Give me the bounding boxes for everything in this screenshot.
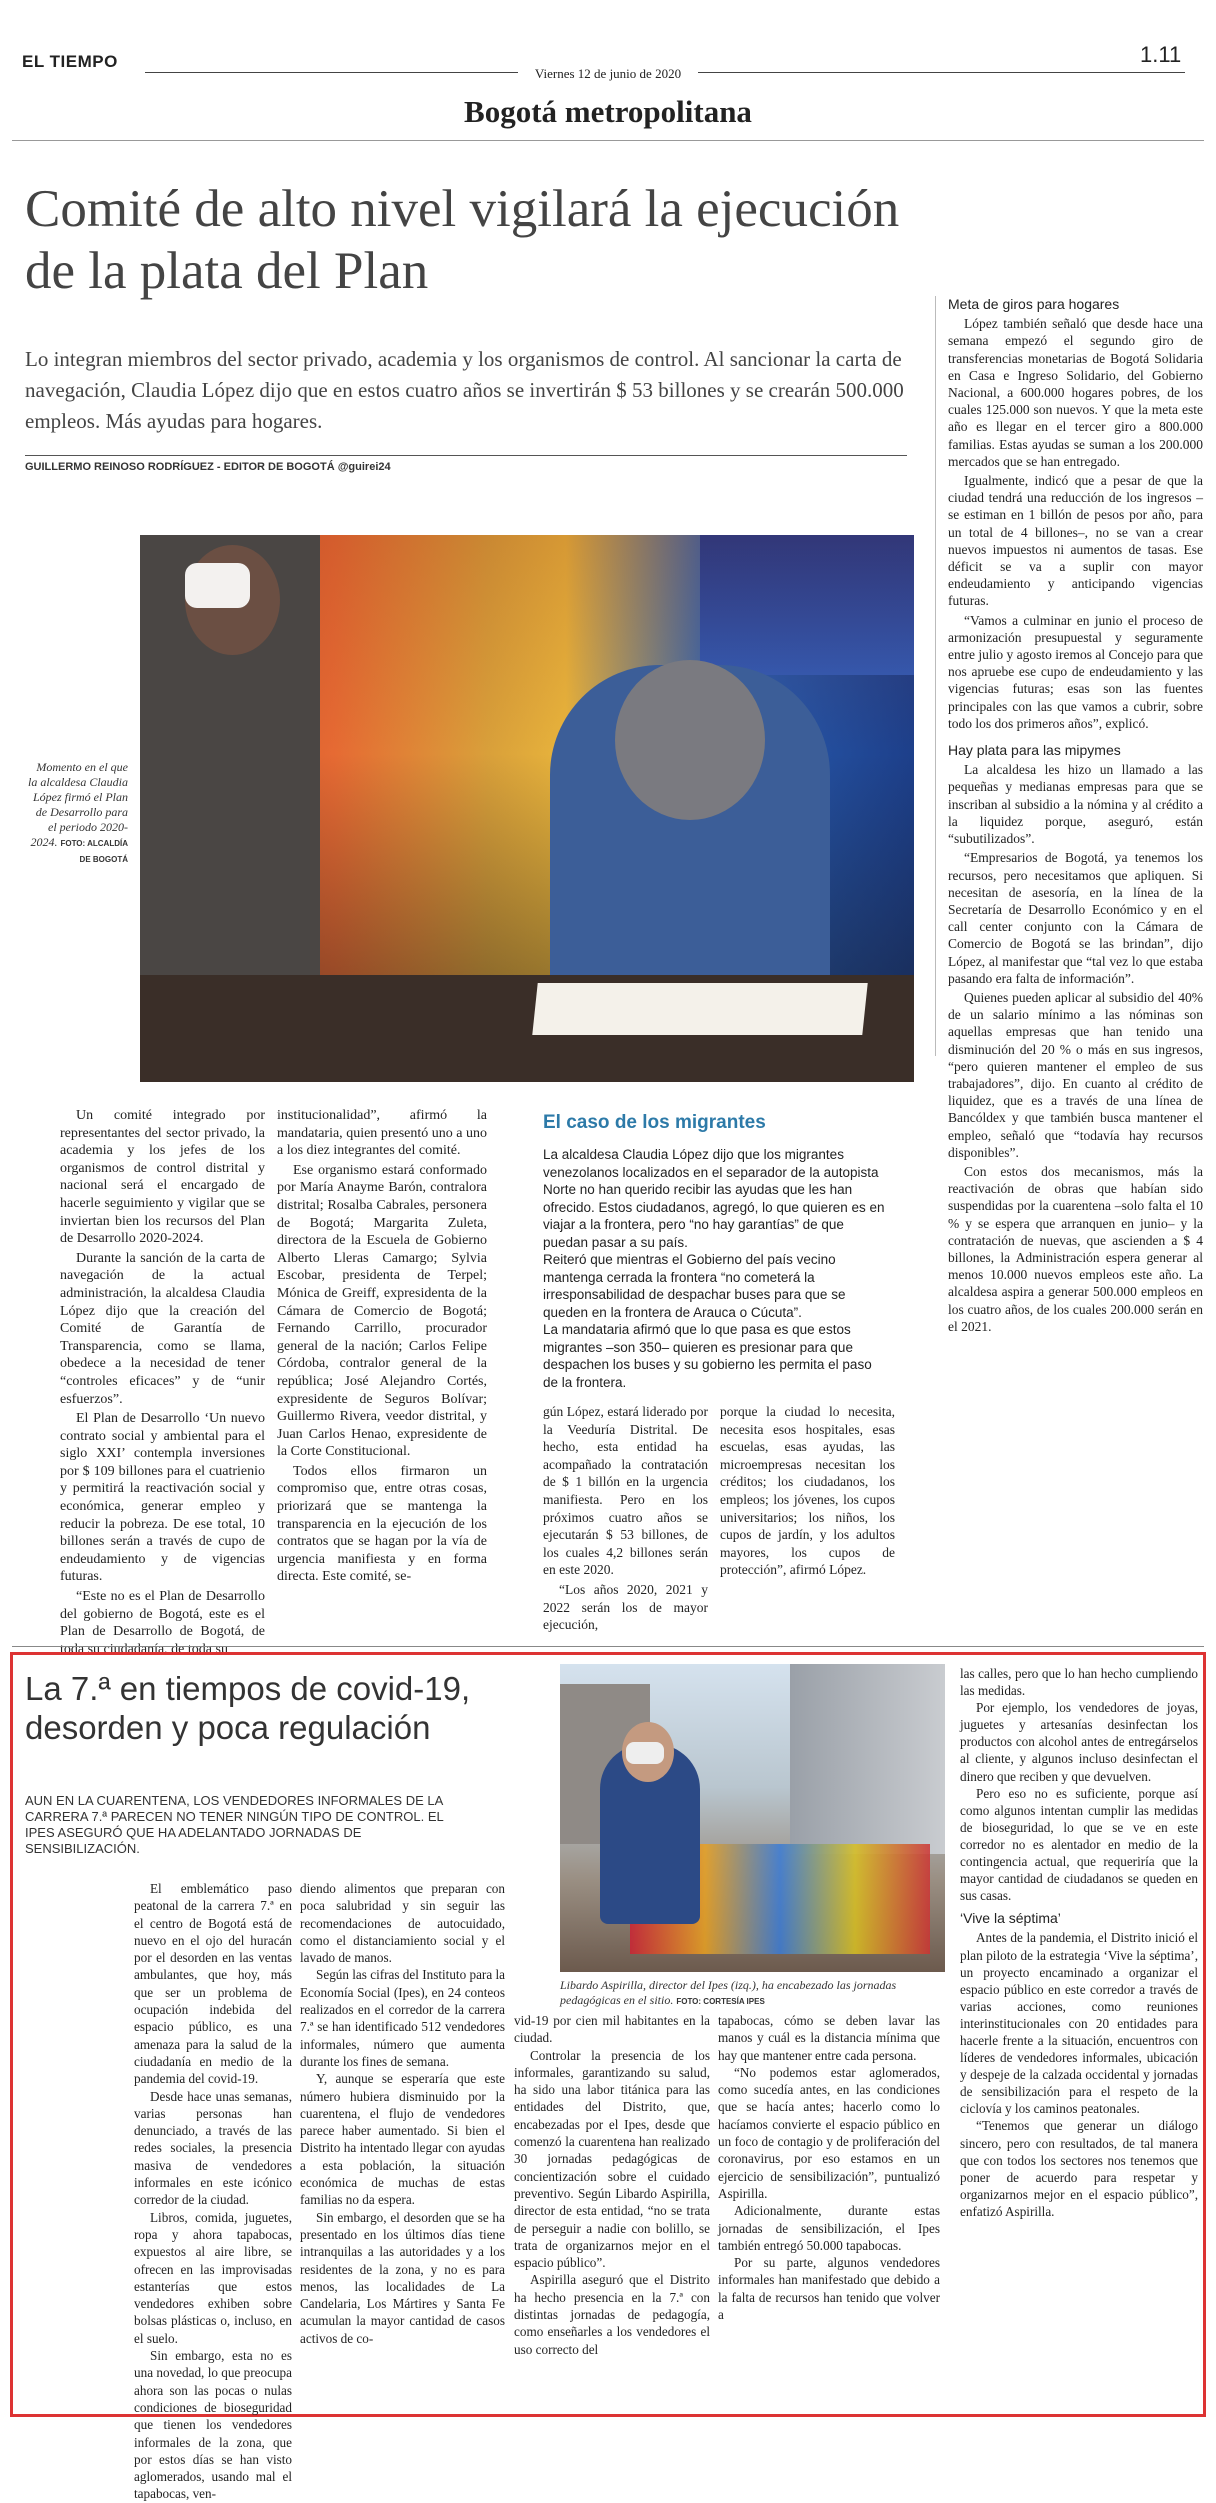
bottom-column-3 (514, 2012, 710, 2358)
subhead: Hay plata para las mipymes (948, 742, 1121, 759)
paragraph: Durante la sanción de la carta de navegación de la actual administración, la alcaldesa Claudia López dijo que la creación del Comité de Garantía de Transparencia, como se llama, obedece a la necesidad de tener “controles eficaces” y de “unir esfuerzos”. (60, 1250, 265, 1407)
paragraph: Ese organismo estará conformado por María Anayme Barón, contralora distrital; Rosalba Cabrales, personera de Bogotá; Margarita Zuleta, directora de la Escuela de Gobierno Alberto Lleras Camargo; Sylvia Escobar, presidenta de Terpel; Mónica de Greiff, expresidenta de la Cámara de Comercio de Bogotá; Fernando Carrillo, procurador general de la nación; Carlos Felipe Córdoba, contralor general de la república; José Alejandro Cortés, expresidente de Seguros Bolívar; Guillermo Rivera, veedor distrital, y Juan Carlos Henao, expresidente de la Corte Constitucional. (277, 1162, 487, 1460)
byline: GUILLERMO REINOSO RODRÍGUEZ - EDITOR DE BOGOTÁ @guirei24 (25, 461, 391, 473)
subhead: Meta de giros para hogares (948, 296, 1120, 312)
article-right-column (948, 296, 1203, 1337)
newspaper-logo: EL TIEMPO (22, 52, 118, 71)
paragraph: La alcaldesa les hizo un llamado a las pequeñas y medianas empresas para que se inscriban al subsidio a la nómina y al crédito a la liquidez porque, aseguró, están “subutilizados”. (948, 762, 1203, 847)
article-column-2 (277, 1107, 487, 1588)
signing-photo (140, 535, 914, 1082)
paragraph: Antes de la pandemia, el Distrito inició el plan piloto de la estrategia ‘Vive la séptima’, un proyecto encaminado a organizar el espacio público en este corredor a través de varias acciones, como reuniones interinstitucionales con 20 entidades para hacerle frente a la situación, encuentros con líderes de vendedores informales, ubicación y despeje de la calzada occidental y jornadas de sensibilización para el respeto de la ciclovía y los caminos peatonales. (960, 1930, 1198, 2117)
paragraph: institucionalidad”, afirmó la mandataria, quien presentó uno a uno a los diez integrantes del comité. (277, 1108, 487, 1159)
section-title: Bogotá metropolitana (464, 94, 752, 129)
bottom-photo-credit: FOTO: CORTESÍA IPES (676, 1997, 765, 2006)
paragraph: Por su parte, algunos vendedores informales han manifestado que debido a la falta de recursos han tenido que volver a (718, 2255, 940, 2323)
paragraph: vid-19 por cien mil habitantes en la ciudad. (514, 2013, 710, 2046)
issue-date: Viernes 12 de junio de 2020 (518, 66, 698, 82)
paragraph: La mandataria afirmó que lo que pasa es que estos migrantes –son 350– quieren es presionar para que despachen los buses y su gobierno les permita el paso de la frontera. (543, 1322, 872, 1390)
paragraph: La alcaldesa Claudia López dijo que los migrantes venezolanos localizados en el separador de la autopista Norte no han querido recibir las ayudas que les han ofrecido. Estos ciudadanos, agregó, lo que quieren es en viajar a la frontera, pero “no hay garantías” de que puedan pasar a su país. (543, 1147, 885, 1250)
street-vendors-photo (560, 1664, 945, 1972)
paragraph: “Los años 2020, 2021 y 2022 serán los de mayor ejecución, (543, 1581, 708, 1633)
paragraph: diendo alimentos que preparan con poca salubridad y sin seguir las recomendaciones de autocuidado, como el distanciamiento social y el lavado de manos. (300, 1881, 505, 1966)
article-column-4 (720, 1403, 895, 1581)
paragraph: Sin embargo, el desorden que se ha presentado en los últimos días tiene intranquilas a las autoridades y a los residentes de la zona, y no es para menos, las localidades de La Candelaria, Los Mártires y Santa Fe acumulan la mayor cantidad de casos activos de co- (300, 2209, 505, 2346)
paragraph: Controlar la presencia de los informales, garantizando su salud, ha sido una labor titánica para las entidades del Distrito, que, encabezadas por el Ipes, desde que comenzó la cuarentena han realizado 30 jornadas pedagógicas de concientización sobre el cuidado preventivo. Según Libardo Aspirilla, director de esta entidad, “no se trata de perseguir a nadie con bolillo, se trata de organizarnos mejor en el espacio público”. (514, 2047, 710, 2271)
bottom-article-dek: AUN EN LA CUARENTENA, LOS VENDEDORES INFORMALES DE LA CARRERA 7.ª PARECEN NO TENER NINGÚN TIPO DE CONTROL. EL IPES ASEGURÓ QUE HA ADELANTADO JORNADAS DE SENSIBILIZACIÓN. (25, 1793, 444, 1856)
photo-caption-text: Momento en el que la alcaldesa Claudia López firmó el Plan de Desarrollo para el periodo 2020-2024. (28, 760, 128, 849)
paragraph: “Tenemos que generar un diálogo sincero, pero con resultados, de tal manera que con todos los sectores nos tenemos que poner de acuerdo para respetar y organizarnos mejor en el espacio público”, enfatizó Aspirilla. (960, 2118, 1198, 2219)
paragraph: Y, aunque se esperaría que este número hubiera disminuido por la cuarentena, el flujo de vendedores parece haber aumentado. Si bien el Distrito ha intentado llegar con ayudas a esta población, la situación económica de muchas de estas familias no da espera. (300, 2071, 505, 2208)
photo-document (532, 983, 867, 1035)
paragraph: Todos ellos firmaron un compromiso que, entre otras cosas, priorizará que se mantenga la transparencia en la ejecución de los contratos que se hagan por la vía de urgencia manifiesta y en forma directa. Este comité, se- (277, 1463, 487, 1585)
paragraph: Pero eso no es suficiente, porque así como algunos intentan cumplir las medidas de bioseguridad, lo que se ve en este corredor no es alentador en medio de la contingencia actual, que requeriría que la mayor cantidad de ciudadanos se queden en sus casas. (960, 1785, 1198, 1904)
paragraph: Reiteró que mientras el Gobierno del país vecino mantenga cerrada la frontera “no cometerá la irresponsabilidad de despachar buses para que se queden en la frontera de Arauca o Cúcuta”. (543, 1252, 846, 1320)
paragraph: las calles, pero que lo han hecho cumpliendo las medidas. (960, 1666, 1198, 1699)
article-column-3 (543, 1403, 708, 1636)
paragraph: “Vamos a culminar en junio el proceso de armonización presupuestal y seguramente entre julio y agosto iremos al Concejo para que nos apruebe ese cupo de endeudamiento y las vigencias futuras; esas son las fuentes principales con las que vamos a cubrir, sobre todo los dos primeros años”, explicó. (948, 612, 1203, 731)
paragraph: Sin embargo, esta no es una novedad, lo que preocupa ahora son las pocas o nulas condiciones de bioseguridad que tienen los vendedores informales de la zona, que por estos días se han visto aglomerados, usando mal el tapabocas, ven- (134, 2348, 292, 2502)
subhead-vive-la-septima: ‘Vive la séptima’ (960, 1910, 1061, 1927)
page-number: 1.11 (1140, 42, 1182, 67)
article-separator (12, 1646, 1204, 1647)
paragraph: Quienes pueden aplicar al subsidio del 40% de un salario mínimo a las nóminas son aquellas empresas que han tenido una disminución del 20 % o más en sus ingresos, “pero quieren mantener el empleo de sus trabajadores”, dijo. En cuanto al crédito de liquidez, que es a través de una línea de Bancóldex y que también busca mantener el empleo, señaló que “todavía hay recursos disponibles”. (948, 989, 1203, 1160)
paragraph: Adicionalmente, durante estas jornadas de sensibilización, el Ipes también entregó 50.000 tapabocas. (718, 2203, 940, 2253)
migrants-box-title: El caso de los migrantes (543, 1112, 766, 1133)
photo-face-mask (626, 1742, 664, 1764)
photo-caption (28, 760, 128, 867)
paragraph: “No podemos estar aglomerados, como sucedía antes, en las condiciones que se hacía antes; hacerlo como lo hacíamos convierte el espacio público en un foco de contagio y de proliferación del coronavirus, por eso estamos en un ejercicio de sensibilización”, puntualizó Aspirilla. (718, 2064, 940, 2201)
paragraph: “Este no es el Plan de Desarrollo del gobierno de Bogotá, este es el Plan de Desarrollo de Bogotá, de toda su ciudadanía, de toda su (60, 1589, 265, 1657)
paragraph: gún López, estará liderado por la Veeduría Distrital. De hecho, esta entidad ha acompañado la contratación de $ 1 billón en la urgencia manifiesta. Pero en los próximos cuatro años se ejecutarán $ 53 billones, de los cuales 4,2 billones serán en este 2020. (543, 1404, 708, 1578)
bottom-column-2 (300, 1880, 505, 2347)
paragraph: López también señaló que desde hace una semana empezó el segundo giro de transferencias monetarias de Bogotá Solidaria en Casa e Ingreso Solidario, del Gobierno Nacional, a 600.000 hogares pobres, de los cuales 125.000 son nuevos. Y que la meta este año es llegar en el tercer giro a 800.000 familias. Estas ayudas se suman a los 200.000 mercados que se han entregado. (948, 316, 1203, 469)
bottom-photo-caption-text: Libardo Aspirilla, director del Ipes (izq.), ha encabezado las jornadas pedagógicas en el sitio. (560, 1978, 897, 2007)
dek-rule (25, 455, 907, 456)
paragraph: Según las cifras del Instituto para la Economía Social (Ipes), en 24 conteos realizados en el corredor de la carrera 7.ª se han identificado 512 vendedores informales, número que aumenta durante los fines de semana. (300, 1967, 505, 2069)
article-headline: Comité de alto nivel vigilará la ejecución de la plata del Plan (25, 180, 900, 300)
bottom-photo-caption (560, 1978, 945, 2009)
section-rule (12, 140, 1204, 141)
paragraph: Libros, comida, juguetes, ropa y ahora tapabocas, expuestos al aire libre, se ofrecen en las improvisadas estanterías que estos vendedores exhiben sobre bolsas plásticas o, incluso, en el suelo. (134, 2209, 292, 2346)
column-divider (935, 296, 936, 1056)
paragraph: Desde hace unas semanas, varias personas han denunciado, a través de las redes sociales, la presencia masiva de vendedores informales en este icónico corredor de la ciudad. (134, 2088, 292, 2208)
paragraph: tapabocas, cómo se deben lavar las manos y cuál es la distancia mínima que hay que mantener entre cada persona. (718, 2013, 940, 2063)
paragraph: porque la ciudad lo necesita, necesita esos hospitales, esas escuelas, esas ayudas, las microempresas necesitan los créditos; los ciudadanos, los empleos; los jóvenes, los cupos universitarios; los niños, los cupos de jardín, y los adultos mayores, los cupos de protección”, afirmó López. (720, 1404, 895, 1578)
paragraph: El Plan de Desarrollo ‘Un nuevo contrato social y ambiental para el siglo XXI’ contempla inversiones por $ 109 billones para el cuatrienio y permitirá la reactivación social y económica, generar empleo y reducir la pobreza. De ese total, 10 billones serán a través de cupo de endeudamiento y de vigencias futuras. (60, 1411, 265, 1585)
paragraph: Con estos dos mecanismos, más la reactivación de obras que habían sido suspendidas por la cuarentena –solo falta el 10 % y se espera que arranquen en junio– y la contratación de nuevas, que ascienden a $ 4 billones, la Administración espera generar al menos 10.000 nuevos empleos este año. La alcaldesa aspira a generar 500.000 empleos en los cuatro años, de los cuales 200.000 serán en el 2021. (948, 1163, 1203, 1334)
paragraph: Aspirilla aseguró que el Distrito ha hecho presencia en la 7.ª con distintas jornadas de pedagogía, como enseñarles a los vendedores el uso correcto del (514, 2272, 710, 2357)
paragraph: El emblemático paso peatonal de la carrera 7.ª en el centro de Bogotá está de nuevo en el ojo del huracán por el desorden en las ventas ambulantes, que hoy, más que ser un problema de ocupación indebida del espacio público, es una amenaza para la salud de la ciudadanía en medio de la pandemia del covid-19. (134, 1881, 292, 2087)
paragraph: Por ejemplo, los vendedores de joyas, juguetes y artesanías desinfectan los productos con alcohol antes de entregárselos al cliente, y algunos incluso desinfectan el dinero que reciben y que devuelven. (960, 1700, 1198, 1784)
photo-credit: FOTO: ALCALDÍA DE BOGOTÁ (60, 839, 128, 864)
article-dek: Lo integran miembros del sector privado, academia y los organismos de control. Al sancionar la carta de navegación, Claudia López dijo que en estos cuatro años se invertirán $ 53 billones y se crearán 500.000 empleos. Más ayudas para hogares. (25, 347, 904, 433)
bottom-article-headline: La 7.ª en tiempos de covid-19, desorden y poca regulación (25, 1670, 471, 1746)
paragraph: “Empresarios de Bogotá, ya tenemos los recursos, pero necesitamos que apliquen. Si necesitan de asesoría, en la línea de la Secretaría de Desarrollo Económico y en el call center conjunto con la Cámara de Comercio de Bogotá se las brindan”, dijo López, al manifestar que “tal vez lo que estaba pasando era falta de información”. (948, 850, 1203, 986)
article-column-1 (60, 1107, 265, 1660)
paragraph: Igualmente, indicó que a pesar de que la ciudad tendrá una reducción de los ingresos –se estiman en 1 billón de pesos por año, para un total de 4 billones–, no se van a crear nuevos impuestos ni aumentos de tasas. Ese déficit se va a suplir con mayor endeudamiento y anticipando vigencias futuras. (948, 473, 1203, 609)
bottom-column-4 (718, 2012, 940, 2323)
photo-face-mask (185, 563, 250, 608)
migrants-box (543, 1146, 888, 1391)
bottom-column-5 (960, 1665, 1198, 2220)
bottom-column-1 (134, 1880, 292, 2503)
paragraph: Un comité integrado por representantes del sector privado, la academia y los jefes de los organismos de control distrital y nacional será el encargado de hacerle seguimiento y vigilar que se inviertan bien los recursos del Plan de Desarrollo 2020-2024. (60, 1108, 265, 1247)
